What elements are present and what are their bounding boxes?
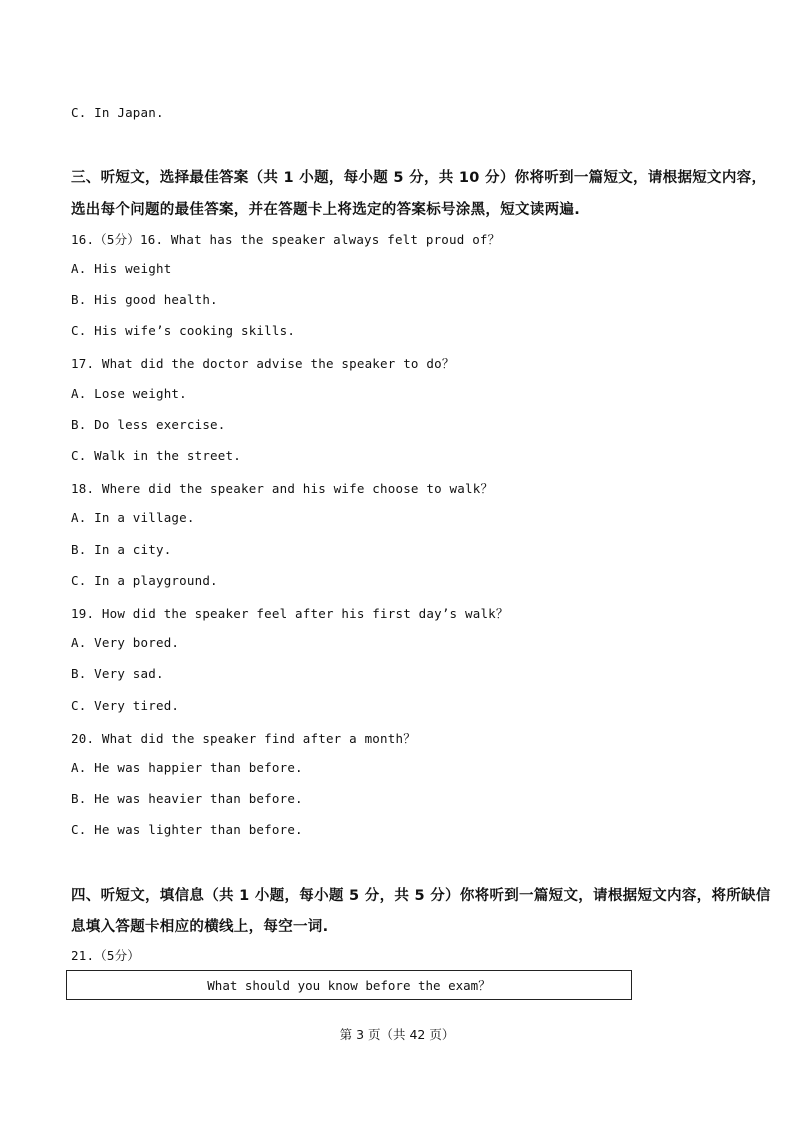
q16-option-b: B. His good health.	[71, 292, 218, 307]
question-19: 19. How did the speaker feel after his first day’s walk？	[71, 606, 509, 621]
q18-option-c: C. In a playground.	[71, 573, 218, 588]
q19-option-b: B. Very sad.	[71, 666, 164, 681]
question-16: 16.（5分）16. What has the speaker always felt proud of？	[71, 232, 501, 247]
section3-heading-line2: 选出每个问题的最佳答案，并在答题卡上将选定的答案标号涂黑，短文读两遍.	[71, 202, 581, 218]
question-17: 17. What did the doctor advise the speaker to do？	[71, 356, 455, 371]
q18-option-a: A. In a village.	[71, 510, 195, 525]
q21-box-text: What should you know before the exam？	[207, 978, 491, 993]
q19-option-a: A. Very bored.	[71, 635, 180, 650]
q18-option-b: B. In a city.	[71, 542, 172, 557]
question-21: 21.（5分）	[71, 948, 141, 963]
q17-option-a: A. Lose weight.	[71, 386, 187, 401]
q20-option-c: C. He was lighter than before.	[71, 822, 303, 837]
q17-option-b: B. Do less exercise.	[71, 417, 226, 432]
section4-heading-line1: 四、听短文，填信息（共 1 小题，每小题 5 分，共 5 分）你将听到一篇短文，请根据短文内容，将所缺信	[71, 888, 771, 904]
option-c-japan: C. In Japan.	[71, 105, 164, 120]
q19-option-c: C. Very tired.	[71, 698, 180, 713]
q16-option-a: A. His weight	[71, 261, 172, 276]
section3-heading-line1: 三、听短文，选择最佳答案（共 1 小题，每小题 5 分，共 10 分）你将听到一篇短文，请根据短文内容，	[71, 170, 767, 186]
question-18: 18. Where did the speaker and his wife choose to walk？	[71, 481, 494, 496]
q17-option-c: C. Walk in the street.	[71, 448, 241, 463]
q21-info-box	[66, 970, 632, 1000]
page-number-footer: 第 3 页（共 42 页）	[339, 1027, 455, 1042]
q20-option-a: A. He was happier than before.	[71, 760, 303, 775]
question-20: 20. What did the speaker find after a month？	[71, 731, 416, 746]
q16-option-c: C. His wife’s cooking skills.	[71, 323, 296, 338]
q20-option-b: B. He was heavier than before.	[71, 791, 303, 806]
section4-heading-line2: 息填入答题卡相应的横线上，每空一词.	[71, 919, 329, 935]
